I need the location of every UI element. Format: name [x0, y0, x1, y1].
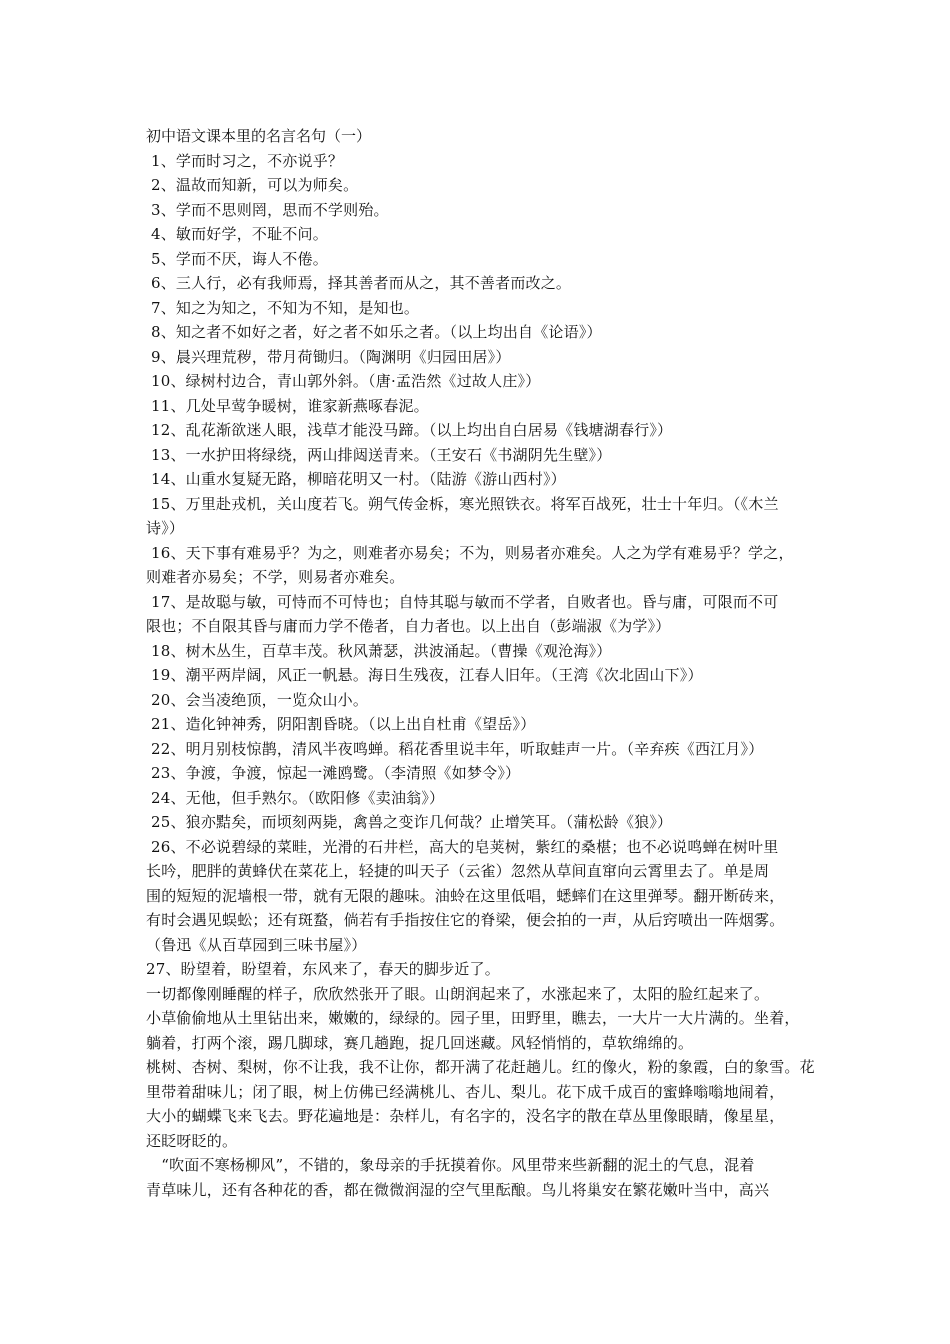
text-line: 有时会遇见蜈蚣；还有斑蝥，倘若有手指按住它的脊梁，便会拍的一声，从后窍喷出一阵烟雾。 [146, 911, 785, 929]
text-line: 长吟，肥胖的黄蜂伏在菜花上，轻捷的叫天子（云雀）忽然从草间直窜向云霄里去了。单是周 [146, 862, 770, 880]
text-line: 24、无他，但手熟尔。（欧阳修《卖油翁》） [146, 788, 445, 807]
text-line: 6、三人行，必有我师焉，择其善者而从之，其不善者而改之。 [146, 274, 572, 292]
text-line: 躺着，打两个滚，踢几脚球，赛几趟跑，捉几回迷藏。风轻悄悄的，草软绵绵的。 [146, 1033, 694, 1052]
text-line: 5、学而不厌，诲人不倦。 [146, 249, 328, 268]
text-line: 22、明月别枝惊鹊，清风半夜鸣蝉。稻花香里说丰年，听取蛙声一片。（辛弃疾《西江月》） [146, 739, 764, 758]
text-line: 1、学而时习之，不亦说乎？ [146, 151, 344, 170]
text-line: 27、盼望着，盼望着，东风来了，春天的脚步近了。 [146, 960, 500, 978]
text-line: 里带着甜味儿；闭了眼，树上仿佛已经满桃儿、杏儿、梨儿。花下成千成百的蜜蜂嗡嗡地闹着， [146, 1082, 785, 1101]
text-line: 14、山重水复疑无路，柳暗花明又一村。（陆游《游山西村》） [146, 470, 566, 488]
text-line: 还眨呀眨的。 [146, 1131, 238, 1150]
text-line: 19、潮平两岸阔，风正一帆悬。海日生残夜，江春人旧年。（王湾《次北固山下》） [146, 666, 703, 684]
text-line: 9、晨兴理荒秽，带月荷锄归。（陶渊明《归园田居》） [146, 347, 511, 366]
text-line: 围的短短的泥墙根一带，就有无限的趣味。油蛉在这里低唱，蟋蟀们在这里弹琴。翻开断砖来， [146, 886, 785, 905]
text-line: 小草偷偷地从土里钻出来，嫩嫩的，绿绿的。园子里，田野里，瞧去，一大片一大片满的。坐着， [146, 1009, 800, 1027]
text-line: 15、万里赴戎机，关山度若飞。朔气传金柝，寒光照铁衣。将军百战死，壮士十年归。（《木兰 [146, 494, 779, 513]
text-line: 26、不必说碧绿的菜畦，光滑的石井栏，高大的皂荚树，紫红的桑椹；也不必说鸣蝉在树叶里 [146, 837, 779, 856]
text-line: 12、乱花渐欲迷人眼，浅草才能没马蹄。（以上均出自白居易《钱塘湖春行》） [146, 421, 673, 439]
text-line: 则难者亦易矣；不学，则易者亦难矣。 [146, 568, 405, 586]
text-line: 青草味儿，还有各种花的香，都在微微润湿的空气里酝酿。鸟儿将巢安在繁花嫩叶当中，高兴 [146, 1180, 770, 1199]
text-line: 3、学而不思则罔，思而不学则殆。 [146, 200, 389, 219]
text-line: 诗》） [146, 519, 185, 537]
text-line: 13、一水护田将绿绕，两山排闼送青来。（王安石《书湖阴先生壁》） [146, 445, 612, 464]
document-body [146, 149, 818, 1203]
text-line: 限也；不自限其昏与庸而力学不倦者，自力者也。以上出自（彭端淑《为学》） [146, 617, 671, 635]
text-line: 23、争渡，争渡，惊起一滩鸥鹭。（李清照《如梦令》） [146, 764, 521, 782]
text-line: 10、绿树村边合，青山郭外斜。（唐·孟浩然《过故人庄》） [146, 372, 541, 390]
text-line: 7、知之为知之，不知为不知，是知也。 [146, 298, 420, 317]
text-line: 4、敏而好学，不耻不问。 [146, 225, 328, 243]
text-line: 21、造化钟神秀，阴阳割昏晓。（以上出自杜甫《望岳》） [146, 715, 536, 733]
text-line: 18、树木丛生，百草丰茂。秋风萧瑟，洪波涌起。（曹操《观沧海》） [146, 641, 612, 660]
text-line: 桃树、杏树、梨树，你不让我，我不让你，都开满了花赶趟儿。红的像火，粉的象霞，白的象雪。花 [146, 1058, 815, 1076]
text-line: 16、天下事有难易乎？为之，则难者亦易矣；不为，则易者亦难矣。人之为学有难易乎？学之， [146, 543, 794, 562]
text-line: （鲁迅《从百草园到三味书屋》） [146, 935, 367, 954]
document-title: 初中语文课本里的名言名句（一） [146, 127, 372, 145]
text-line: 11、几处早莺争暖树，谁家新燕啄春泥。 [146, 396, 429, 415]
text-line: 20、会当凌绝顶，一览众山小。 [146, 690, 369, 709]
text-line: 25、狼亦黠矣，而顷刻两毙，禽兽之变诈几何哉？止增笑耳。（蒲松龄《狼》） [146, 813, 673, 831]
text-line: 大小的蝴蝶飞来飞去。野花遍地是：杂样儿，有名字的，没名字的散在草丛里像眼睛，像星星， [146, 1107, 785, 1125]
text-line: 2、温故而知新，可以为师矣。 [146, 176, 359, 194]
text-line: 17、是故聪与敏，可恃而不可恃也；自恃其聪与敏而不学者，自败者也。昏与庸，可限而不可 [146, 592, 779, 611]
text-line: 8、知之者不如好之者，好之者不如乐之者。（以上均出自《论语》） [146, 323, 602, 341]
text-line: “吹面不寒杨柳风”，不错的，象母亲的手抚摸着你。风里带来些新翻的泥土的气息，混着 [146, 1156, 755, 1174]
text-line: 一切都像刚睡醒的样子，欣欣然张开了眼。山朗润起来了，水涨起来了，太阳的脸红起来了。 [146, 984, 770, 1003]
